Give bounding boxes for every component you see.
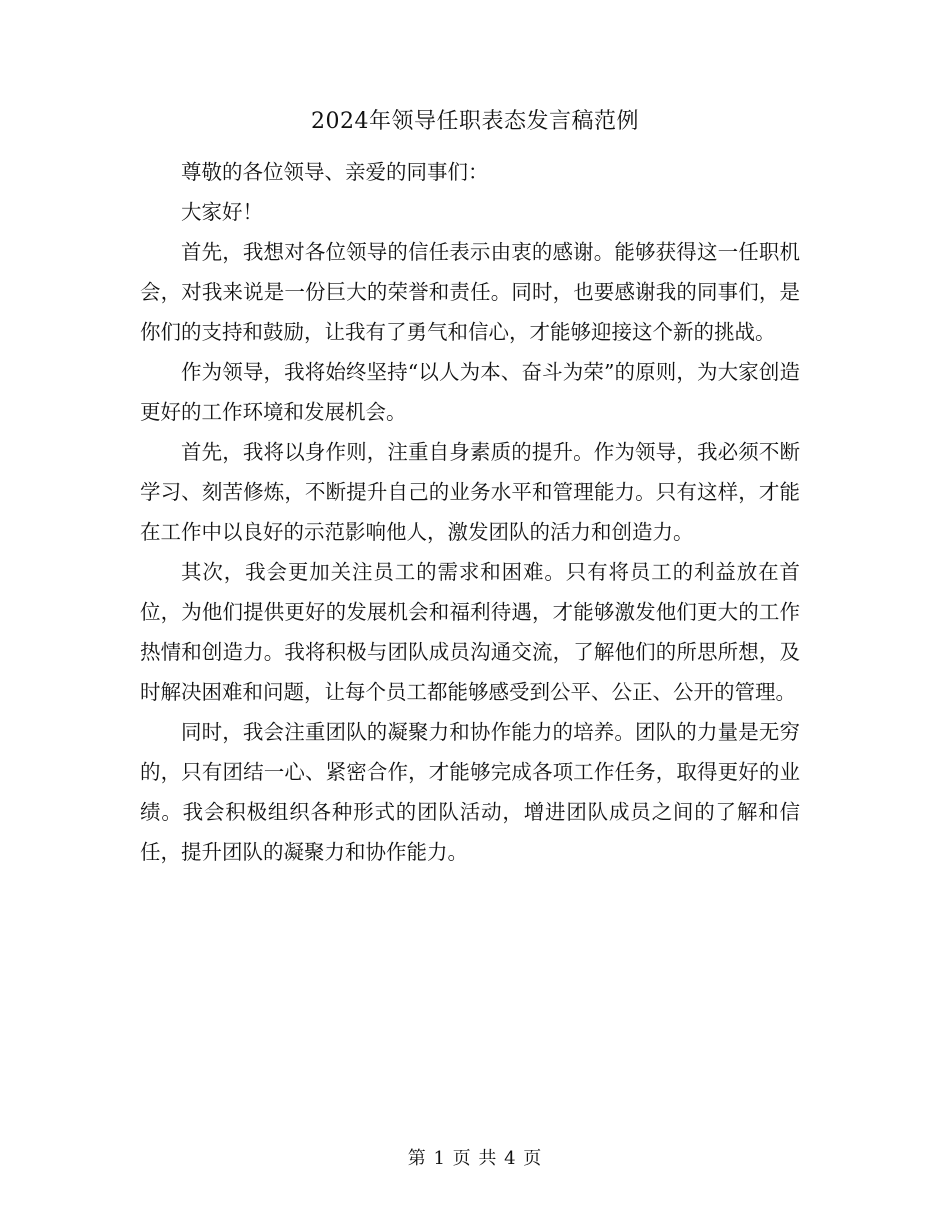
document-body (140, 152, 800, 872)
document-title: 2024年领导任职表态发言稿范例 (311, 109, 639, 134)
salutation: 尊敬的各位领导、亲爱的同事们： (181, 160, 489, 184)
paragraph-teamwork: 同时，我会注重团队的凝聚力和协作能力的培养。团队的力量是无穷的，只有团结一心、紧密合作，才能够完成各项工作任务，取得更好的业绩。我会积极组织各种形式的团队活动，增进团队成员之间的了解和信任，提升团队的凝聚力和协作能力。 (140, 720, 800, 864)
page-indicator: 第 1 页 共 4 页 (407, 1148, 543, 1169)
greeting: 大家好！ (181, 200, 263, 224)
paragraph-thanks: 首先，我想对各位领导的信任表示由衷的感谢。能够获得这一任职机会，对我来说是一份巨大的荣誉和责任。同时，也要感谢我的同事们，是你们的支持和鼓励，让我有了勇气和信心，才能够迎接这个新的挑战。 (140, 240, 800, 344)
paragraph-principle: 作为领导，我将始终坚持“以人为本、奋斗为荣”的原则，为大家创造更好的工作环境和发展机会。 (140, 360, 800, 424)
paragraph-self-improvement: 首先，我将以身作则，注重自身素质的提升。作为领导，我必须不断学习、刻苦修炼，不断提升自己的业务水平和管理能力。只有这样，才能在工作中以良好的示范影响他人，激发团队的活力和创造力。 (140, 440, 800, 544)
paragraph-employee-care: 其次，我会更加关注员工的需求和困难。只有将员工的利益放在首位，为他们提供更好的发展机会和福利待遇，才能够激发他们更大的工作热情和创造力。我将积极与团队成员沟通交流，了解他们的所思所想，及时解决困难和问题，让每个员工都能够感受到公平、公正、公开的管理。 (140, 560, 800, 704)
